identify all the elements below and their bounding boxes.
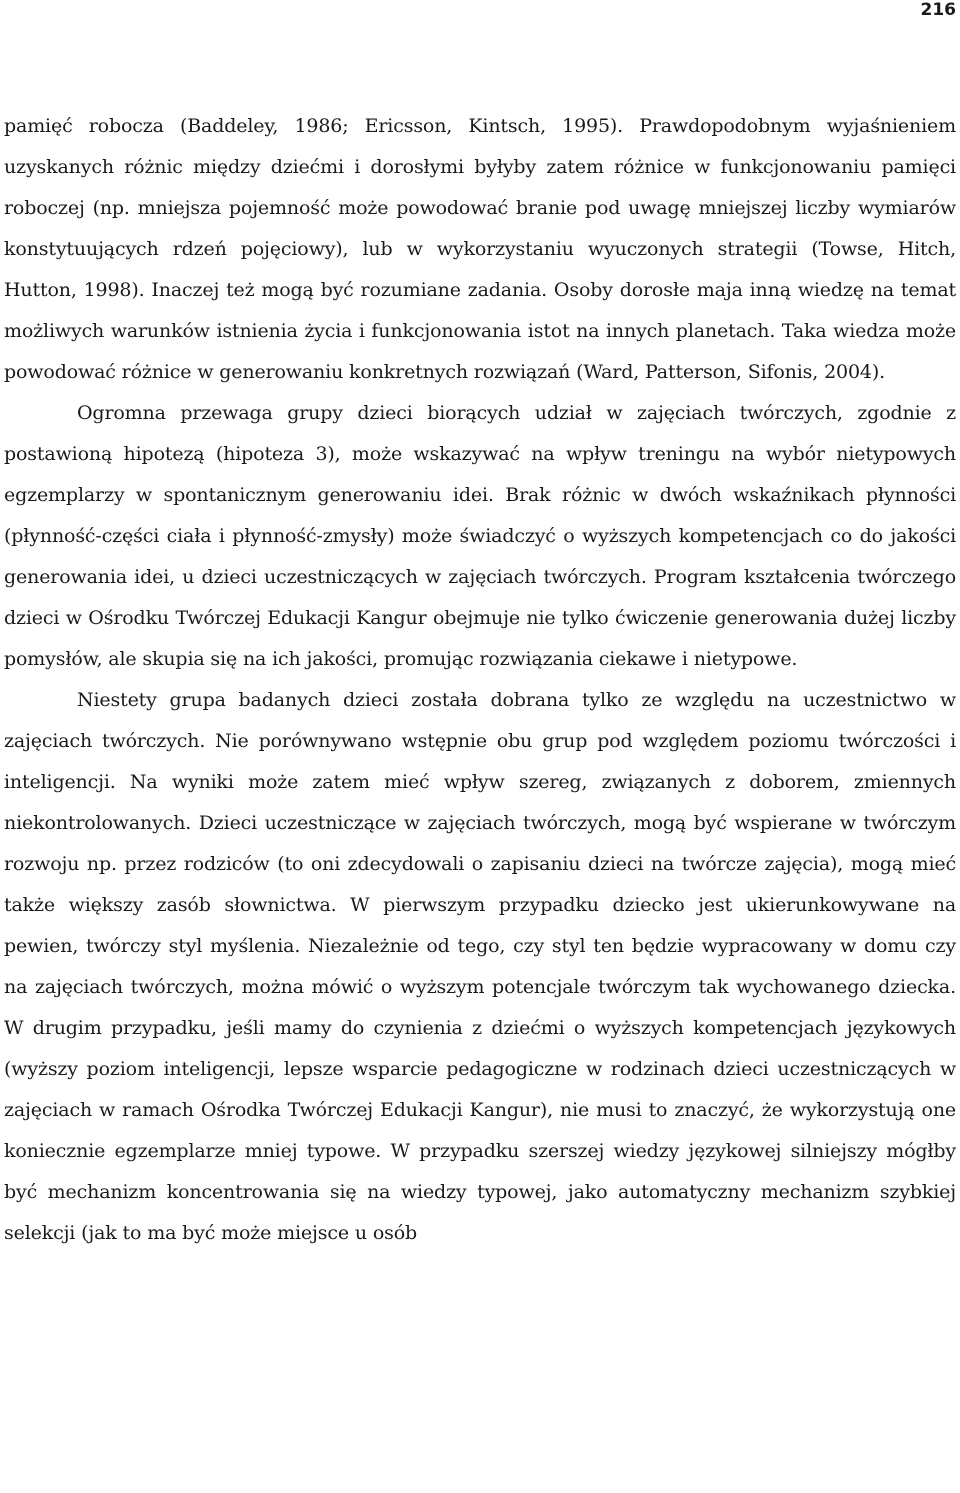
document-body	[4, 106, 956, 1254]
paragraph-3: Niestety grupa badanych dzieci została dobrana tylko ze względu na uczestnictwo w zajęciach twórczych. Nie porównywano wstępnie obu grup pod względem poziomu twórczości i inteligencji. Na wyniki może zatem mieć wpływ szereg, związanych z doborem, zmiennych niekontrolowanych. Dzieci uczestniczące w zajęciach twórczych, mogą być wspierane w twórczym rozwoju np. przez rodziców (to oni zdecydowali o zapisaniu dzieci na twórcze zajęcia), mogą mieć także większy zasób słownictwa. W pierwszym przypadku dziecko jest ukierunkowywane na pewien, twórczy styl myślenia. Niezależnie od tego, czy styl ten będzie wypracowany w domu czy na zajęciach twórczych, można mówić o wyższym potencjale twórczym tak wychowanego dziecka. W drugim przypadku, jeśli mamy do czynienia z dziećmi o wyższych kompetencjach językowych (wyższy poziom inteligencji, lepsze wsparcie pedagogiczne w rodzinach dzieci uczestniczących w zajęciach w ramach Ośrodka Twórczej Edukacji Kangur), nie musi to znaczyć, że wykorzystują one koniecznie egzemplarze mniej typowe. W przypadku szerszej wiedzy językowej silniejszy mógłby być mechanizm koncentrowania się na wiedzy typowej, jako automatyczny mechanizm szybkiej selekcji (jak to ma być może miejsce u osób	[4, 689, 956, 1244]
paragraph-1: pamięć robocza (Baddeley, 1986; Ericsson, Kintsch, 1995). Prawdopodobnym wyjaśnieniem uzyskanych różnic między dziećmi i dorosłymi byłyby zatem różnice w funkcjonowaniu pamięci roboczej (np. mniejsza pojemność może powodować branie pod uwagę mniejszej liczby wymiarów konstytuujących rdzeń pojęciowy), lub w wykorzystaniu wyuczonych strategii (Towse, Hitch, Hutton, 1998). Inaczej też mogą być rozumiane zadania. Osoby dorosłe maja inną wiedzę na temat możliwych warunków istnienia życia i funkcjonowania istot na innych planetach. Taka wiedza może powodować różnice w generowaniu konkretnych rozwiązań (Ward, Patterson, Sifonis, 2004).	[4, 115, 956, 383]
paragraph-2: Ogromna przewaga grupy dzieci biorących udział w zajęciach twórczych, zgodnie z postawioną hipotezą (hipoteza 3), może wskazywać na wpływ treningu na wybór nietypowych egzemplarzy w spontanicznym generowaniu idei. Brak różnic w dwóch wskaźnikach płynności (płynność-części ciała i płynność-zmysły) może świadczyć o wyższych kompetencjach co do jakości generowania idei, u dzieci uczestniczących w zajęciach twórczych. Program kształcenia twórczego dzieci w Ośrodku Twórczej Edukacji Kangur obejmuje nie tylko ćwiczenie generowania dużej liczby pomysłów, ale skupia się na ich jakości, promując rozwiązania ciekawe i nietypowe.	[4, 402, 956, 670]
page-number: 216	[920, 0, 956, 20]
